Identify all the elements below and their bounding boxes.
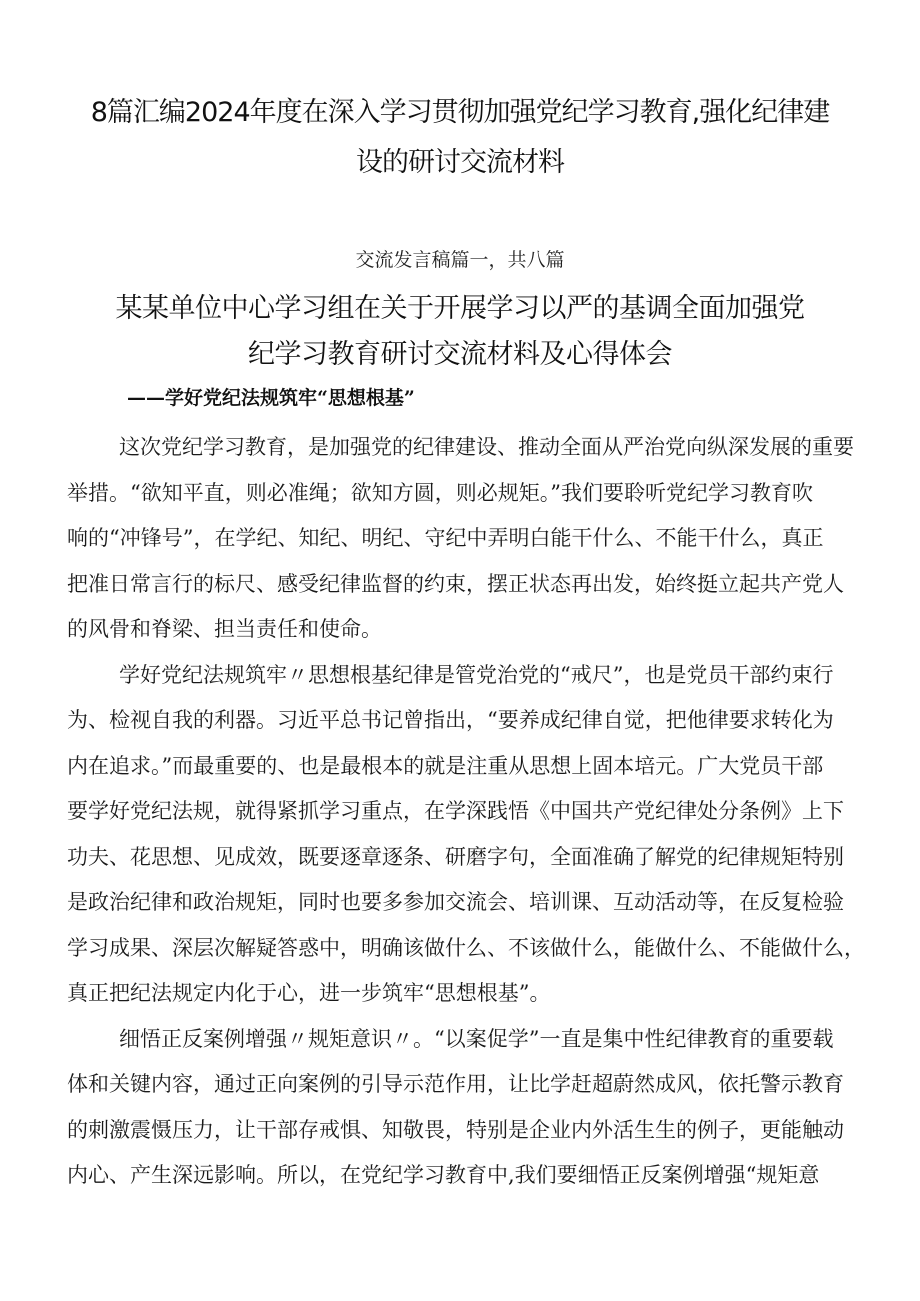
text-line: 要学好党纪法规，就得紧抓学习重点，在学深践悟《中国共产党纪律处分条例》上下 bbox=[67, 799, 844, 823]
section-label: 交流发言稿篇一，共八篇 bbox=[355, 249, 565, 271]
article-title-line-2: 纪学习教育研讨交流材料及心得体会 bbox=[248, 339, 672, 370]
text-line: 的刺激震慑压力，让干部存戒惧、知敬畏，特别是企业内外活生生的例子，更能触动 bbox=[67, 1117, 844, 1142]
document-title bbox=[40, 88, 880, 188]
text-line: 的风骨和脊梁、担当责任和使命。 bbox=[67, 617, 382, 641]
document-title-line-1: 8篇汇编2024年度在深入学习贯彻加强党纪学习教育,强化纪律建 bbox=[90, 97, 830, 128]
text-line: 细悟正反案例增强〃规矩意识〃。“以案促学”一直是集中性纪律教育的重要载 bbox=[119, 1026, 834, 1051]
text-line: 内在追求。”而最重要的、也是最根本的就是注重从思想上固本培元。广大党员干部 bbox=[67, 753, 824, 778]
text-line: 响的“冲锋号”，在学纪、知纪、明纪、守纪中弄明白能干什么、不能干什么，真正 bbox=[67, 526, 824, 550]
text-line: 学好党纪法规筑牢〃思想根基纪律是管党治党的“戒尺”，也是党员干部约束行 bbox=[119, 662, 834, 687]
body-text bbox=[67, 425, 877, 1199]
paragraph-1 bbox=[67, 425, 877, 653]
paragraph-3 bbox=[67, 1017, 877, 1199]
text-line: 体和关键内容，通过正向案例的引导示范作用，让比学赶超蔚然成风，依托警示教育 bbox=[67, 1072, 844, 1096]
text-line: 是政治纪律和政治规矩，同时也要多参加交流会、培训课、互动活动等，在反复检验 bbox=[67, 890, 844, 914]
paragraph-2 bbox=[67, 653, 877, 1017]
article-title bbox=[60, 286, 860, 378]
text-line: 内心、产生深远影响。所以，在党纪学习教育中,我们要细悟正反案例增强“规矩意 bbox=[67, 1163, 820, 1187]
article-subtitle: ——学好党纪法规筑牢“思想根基” bbox=[127, 387, 415, 409]
text-line: 真正把纪法规定内化于心，进一步筑牢“思想根基”。 bbox=[67, 981, 551, 1005]
text-line: 举措。“欲知平直，则必准绳；欲知方圆，则必规矩。”我们要聆听党纪学习教育吹 bbox=[67, 480, 813, 505]
article-title-line-1: 某某单位中心学习组在关于开展学习以严的基调全面加强党 bbox=[115, 293, 805, 324]
text-line: 为、检视自我的利器。习近平总书记曾指出，“要养成纪律自觉，把他律要求转化为 bbox=[67, 708, 834, 732]
text-line: 学习成果、深层次解疑答惑中，明确该做什么、不该做什么，能做什么、不能做什么， bbox=[67, 935, 865, 960]
text-line: 这次党纪学习教育，是加强党的纪律建设、推动全面从严治党向纵深发展的重要 bbox=[119, 435, 854, 459]
text-line: 功夫、花思想、见成效，既要逐章逐条、研磨字句，全面准确了解党的纪律规矩特别 bbox=[67, 844, 844, 869]
text-line: 把准日常言行的标尺、感受纪律监督的约束，摆正状态再出发，始终挺立起共产党人 bbox=[67, 571, 844, 596]
document-title-line-2: 设的研讨交流材料 bbox=[356, 147, 564, 178]
